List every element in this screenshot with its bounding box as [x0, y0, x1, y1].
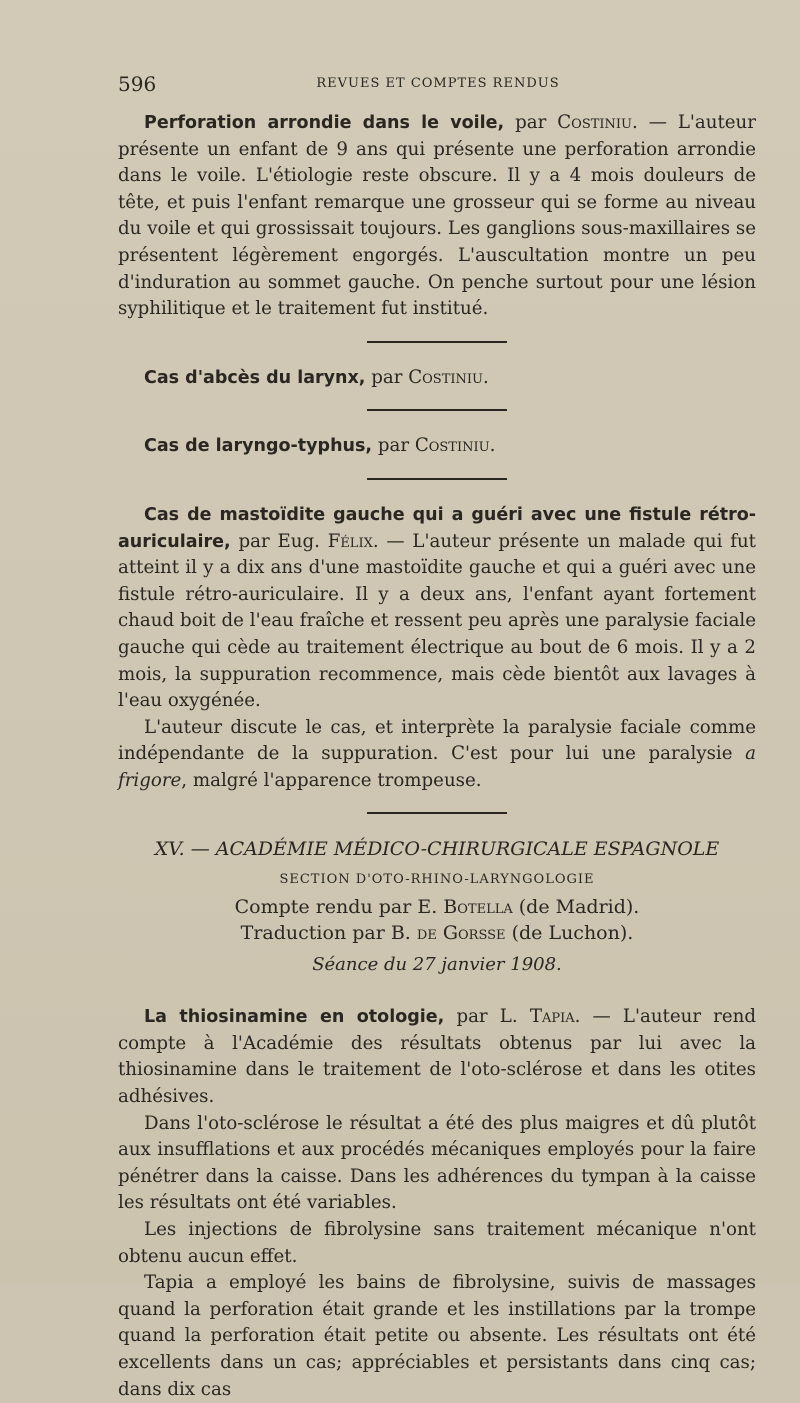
- article-author: Costiniu.: [414, 435, 496, 457]
- article-laryngo-typhus: [118, 433, 756, 460]
- section-title: ACADÉMIE MÉDICO-CHIRURGICALE ESPAGNOLE: [215, 838, 720, 861]
- article-paragraph: Les injections de fibrolysine sans traitement mécanique n'ont obtenu aucun effet.: [118, 1219, 756, 1267]
- text-run: , malgré l'apparence trompeuse.: [181, 769, 482, 791]
- article-title: Cas d'abcès du larynx,: [144, 367, 366, 388]
- text-run: (de Luchon).: [505, 921, 634, 944]
- article-author: Félix.: [327, 530, 379, 552]
- separator-rule: [367, 409, 507, 411]
- article-by: par: [371, 366, 403, 388]
- article-title: La thiosinamine en otologie,: [144, 1007, 445, 1028]
- report-credit: [118, 894, 756, 920]
- separator-rule: [367, 341, 507, 343]
- article-paragraph: Dans l'oto-sclérose le résultat a été des plus maigres et dû plutôt aux insufflations et aux procédés mécaniques employés pour la faire pénétrer dans la caisse. Dans les adhérences du tympan à la caisse les résultats ont été variables.: [118, 1112, 756, 1214]
- article-paragraph: Tapia a employé les bains de fibrolysine, suivis de massages quand la perforation était grande et les instillations par la trompe quand la perforation était petite ou absente. Les résultats ont été excellents dans un cas; appréciables et persistants dans cinq cas; dans dix cas: [118, 1272, 756, 1400]
- translator-name: de Gorsse: [416, 921, 506, 944]
- separator-rule: [367, 478, 507, 480]
- text-run: Compte rendu par E.: [234, 895, 438, 918]
- article-title: Cas de mastoïdite gauche qui a guéri avec une fistule rétro-auriculaire,: [118, 504, 756, 552]
- article-abces-larynx: [118, 365, 756, 392]
- article-author: Costiniu.: [408, 366, 489, 388]
- article-title: Cas de laryngo-typhus,: [144, 436, 373, 457]
- article-body: — L'auteur présente un enfant de 9 ans qui présente une perforation arrondie dans le voile. L'étiologie reste obscure. Il y a 4 mois douleurs de tête, et puis l'enfant remarque une grosseur qui se forme au niveau du voile et qui grossissait toujours. Les ganglions sous-maxillaires se présentent légèrement engorgés. L'auscultation montre un peu d'induration au sommet gauche. On penche surtout pour une lésion syphilitique et le traitement fut institué.: [118, 112, 756, 320]
- article-author: Tapia.: [529, 1006, 581, 1028]
- section-subtitle: SECTION D'OTO-RHINO-LARYNGOLOGIE: [279, 872, 595, 888]
- article-title: Perforation arrondie dans le voile,: [144, 113, 505, 133]
- article-by: par: [515, 112, 547, 133]
- article-by: par: [377, 435, 410, 457]
- page-header: [118, 72, 758, 102]
- article-body: — L'auteur rend compte à l'Académie des résultats obtenus par lui avec la thiosinamine dans le traitement de l'oto-sclérose et dans les otites adhésives.: [118, 1006, 756, 1108]
- article-by: par Eug.: [238, 530, 320, 552]
- article-thiosinamine: [118, 1004, 756, 1110]
- italic-phrase: a frigore: [118, 743, 756, 791]
- text-run: (de Madrid).: [512, 895, 640, 918]
- text-run: Traduction par B.: [240, 921, 411, 944]
- article-paragraph: [118, 715, 756, 795]
- running-title: REVUES ET COMPTES RENDUS: [316, 76, 560, 91]
- translation-credit: [118, 920, 756, 946]
- article-by: par L.: [456, 1006, 518, 1028]
- page-number: 596: [118, 72, 157, 96]
- article-mastoidite: [118, 502, 756, 715]
- article-perforation: [118, 110, 756, 323]
- reporter-name: Botella: [443, 895, 513, 918]
- text-run: L'auteur discute le cas, et interprète la paralysie faciale comme indépendante de la suppuration. C'est pour lui une paralysie: [118, 716, 756, 765]
- separator-rule: [367, 812, 507, 814]
- article-body: — L'auteur présente un malade qui fut atteint il y a dix ans d'une mastoïdite gauche et qui a guéri avec une fistule rétro-auriculaire. Il y a deux ans, l'enfant ayant fortement chaud boit de l'eau fraîche et ressent peu après une paralysie faciale gauche qui cède au traitement électrique au bout de 6 mois. Il y a 2 mois, la suppuration recommence, mais cède bientôt aux lavages à l'eau oxygénée.: [118, 530, 756, 712]
- page-content: [118, 110, 756, 1403]
- seance-date: Séance du 27 janvier 1908.: [312, 953, 562, 975]
- section-heading: [118, 836, 756, 863]
- section-number: XV. —: [154, 838, 210, 861]
- article-author: Costiniu.: [557, 112, 638, 133]
